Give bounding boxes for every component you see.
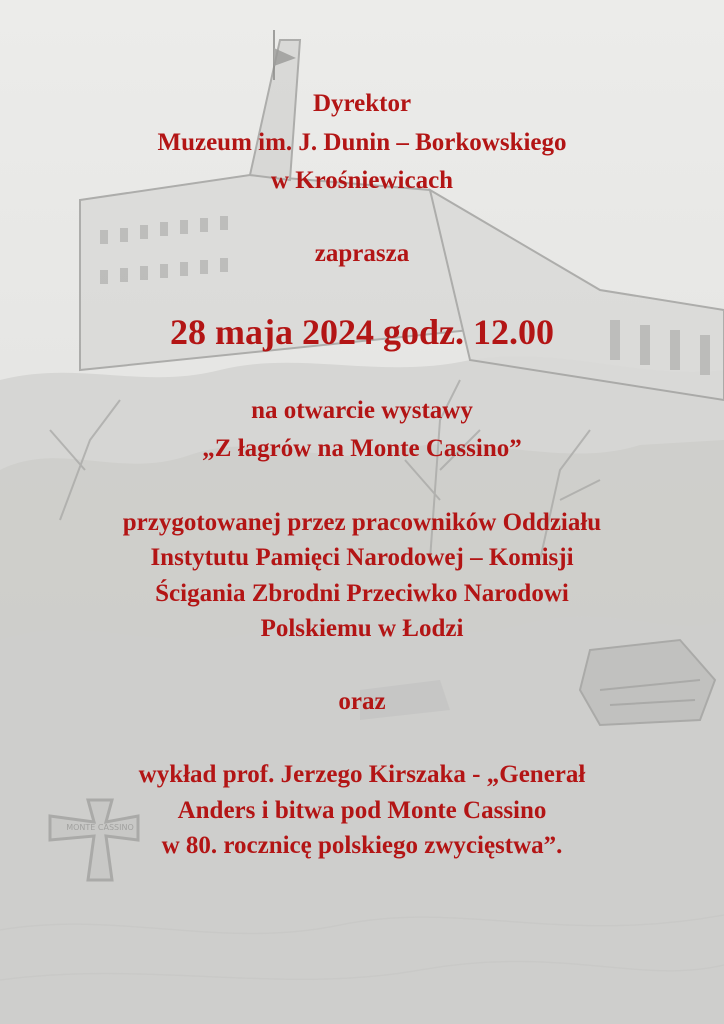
lecture-line: wykład prof. Jerzego Kirszaka - „Generał [138, 761, 586, 788]
event-date-time: 28 maja 2024 godz. 12.00 [170, 312, 554, 352]
conjunction: oraz [338, 688, 386, 715]
museum-location: w Krośniewicach [270, 167, 454, 194]
museum-name: Muzeum im. J. Dunin – Borkowskiego [157, 129, 567, 156]
lecture-line: w 80. rocznicę polskiego zwycięstwa”. [161, 832, 563, 859]
svg-text:MONTE CASSINO: MONTE CASSINO [66, 823, 134, 832]
occasion-line: na otwarcie wystawy [251, 397, 473, 424]
organizer-line: Polskiemu w Łodzi [260, 615, 464, 642]
organizer-line: Instytutu Pamięci Narodowej – Komisji [150, 544, 574, 571]
invites-verb: zaprasza [314, 240, 410, 267]
organizer-line: przygotowanej przez pracowników Oddziału [122, 509, 602, 536]
exhibition-title: „Z łagrów na Monte Cassino” [202, 435, 522, 462]
host-title: Dyrektor [312, 90, 412, 117]
lecture-line: Anders i bitwa pod Monte Cassino [177, 797, 547, 824]
organizer-line: Ścigania Zbrodni Przeciwko Narodowi [155, 580, 569, 607]
